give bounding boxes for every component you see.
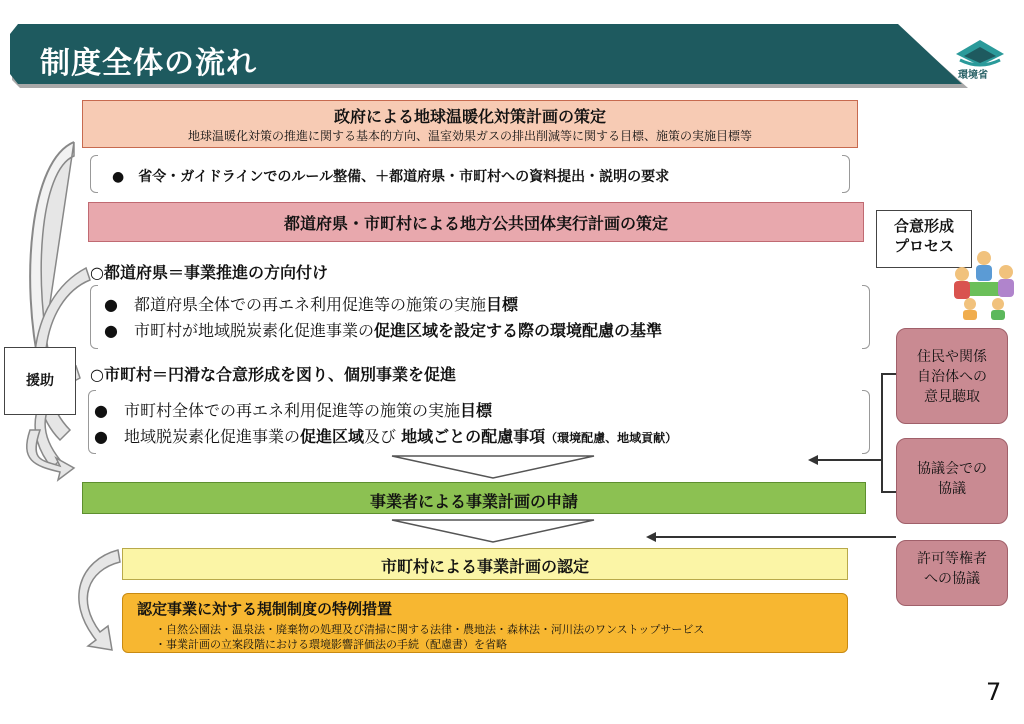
down-arrow-icon [388,516,598,546]
page-number: 7 [986,678,1002,706]
local-plan-title: 都道府県・市町村による地方公共団体実行計画の策定 [283,214,668,233]
municipality-bullet-2: ● 地域脱炭素化促進事業の促進区域及び 地域ごとの配慮事項（環境配慮、地域貢献） [94,427,678,446]
permit-arrow [640,528,900,548]
people-meeting-icon [948,244,1020,322]
support-box [4,347,76,415]
prefecture-heading: ○都道府県＝事業推進の方向付け [90,263,328,282]
down-arrow-icon [388,452,598,482]
special-measures-title: 認定事業に対する規制制度の特例措置 [137,600,393,618]
permit-holder-consultation-box: 許可等権者 への協議 [896,540,1008,606]
gov-plan-title: 政府による地球温暖化対策計画の策定 [333,107,606,126]
application-title: 事業者による事業計画の申請 [369,492,578,511]
municipality-heading: ○市町村＝円滑な合意形成を図り、個別事業を促進 [90,365,456,384]
special-measures-bullet: ・自然公園法・温泉法・廃棄物の処理及び清掃に関する法律・農地法・森林法・河川法のワンストップサービス [155,623,705,636]
gov-plan-box [82,100,858,148]
special-measures-bullet: ・事業計画の立案段階における環境影響評価法の手続（配慮書）を省略 [155,638,507,651]
municipality-bullet-1: ● 市町村全体での再エネ利用促進等の施策の実施目標 [94,401,492,420]
logo-text: 環境省 [958,70,988,81]
certification-box [122,548,848,580]
prefecture-bullet-2: ● 市町村が地域脱炭素化促進事業の促進区域を設定する際の環境配慮の基準 [104,321,662,340]
opinion-hearing-box: 住民や関係 自治体への 意見聴取 [896,328,1008,424]
prefecture-bullet-1: ● 都道府県全体での再エネ利用促進等の施策の実施目標 [104,295,518,314]
council-consultation-box: 協議会での 協議 [896,438,1008,524]
support-label: 援助 [26,373,54,389]
certification-title: 市町村による事業計画の認定 [380,557,589,576]
special-measures-box [122,593,848,653]
consensus-label: 合意形成 プロセス [893,217,954,255]
page-title: 制度全体の流れ [40,46,257,81]
local-plan-box [88,202,864,242]
guideline-text: ● 省令・ガイドラインでのルール整備、＋都道府県・市町村への資料提出・説明の要求 [112,169,670,185]
gov-plan-subtitle: 地球温暖化対策の推進に関する基本的方向、温室効果ガスの排出削減等に関する目標、施策の実施目標等 [187,129,752,143]
application-box [82,482,866,514]
